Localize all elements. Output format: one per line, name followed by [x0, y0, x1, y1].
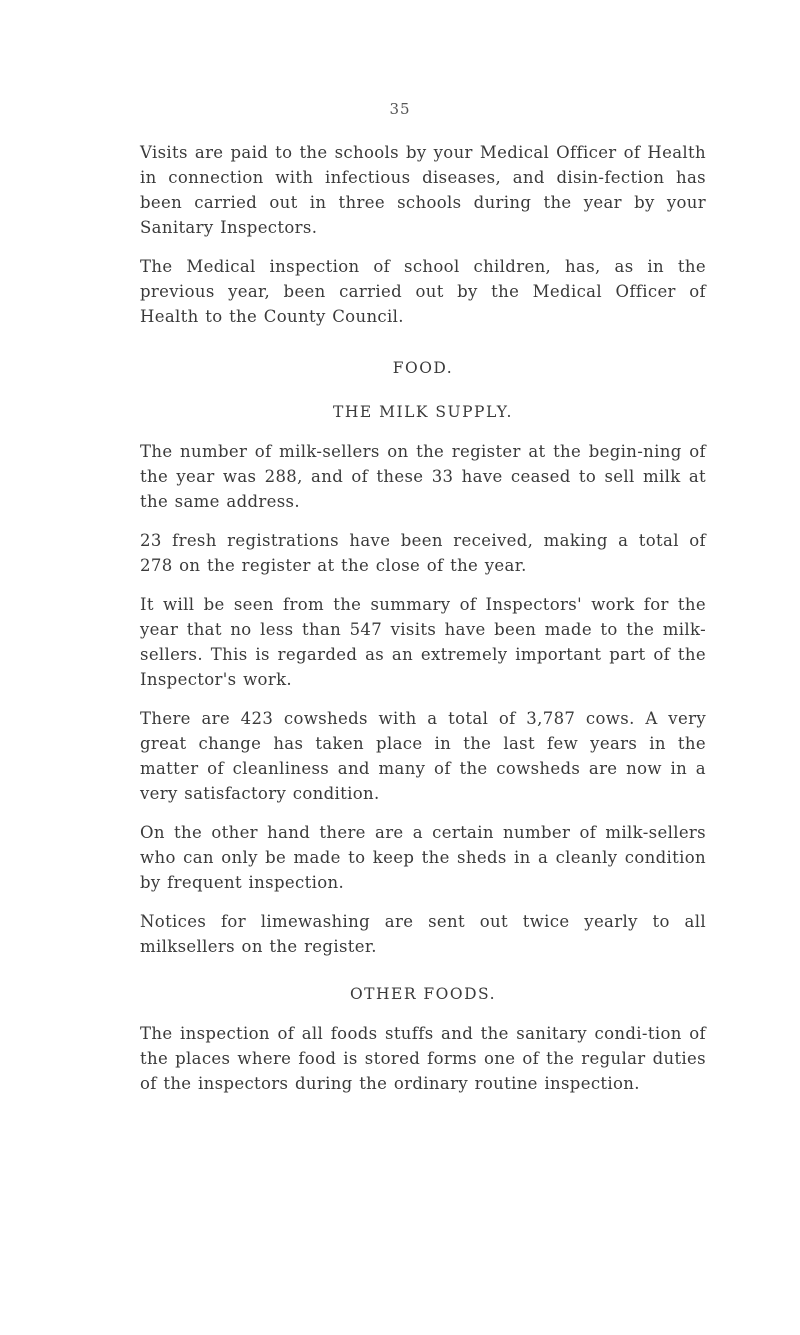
paragraph-inspector-visits: It will be seen from the summary of Inspectors' work for the year that no less than 547 visits have been made to the milk-sellers. This is regarded as an extremely important part of the Inspector's work. [140, 595, 706, 689]
paragraph-medical-inspection: The Medical inspection of school children, has, as in the previous year, been carried out by the Medical Officer of Health to the County Council. [140, 257, 706, 326]
paragraph-cowsheds: There are 423 cowsheds with a total of 3,787 cows. A very great change has taken place in the last few years in the matter of cleanliness and many of the cowsheds are now in a very satisfactory condition. [140, 709, 706, 803]
paragraph-food-inspection: The inspection of all foods stuffs and the sanitary condi-tion of the places where food is stored forms one of the regular duties of the inspectors during the ordinary routine inspection. [140, 1024, 706, 1093]
paragraph-frequent-inspection: On the other hand there are a certain number of milk-sellers who can only be made to keep the sheds in a cleanly condition by frequent inspection. [140, 823, 706, 892]
paragraph-limewashing-notices: Notices for limewashing are sent out twice yearly to all milksellers on the register. [140, 912, 706, 956]
page-body [140, 140, 706, 1110]
section-heading-food: FOOD. [392, 359, 454, 377]
section-heading-other-foods: OTHER FOODS. [349, 985, 497, 1003]
page-number: 35 [389, 100, 411, 118]
paragraph-fresh-registrations: 23 fresh registrations have been received, making a total of 278 on the register at the close of the year. [140, 531, 706, 575]
paragraph-school-visits: Visits are paid to the schools by your Medical Officer of Health in connection with infectious diseases, and disin-fection has been carried out in three schools during the year by your Sanitary Inspectors. [140, 143, 706, 237]
paragraph-milk-sellers-register: The number of milk-sellers on the register at the begin-ning of the year was 288, and of these 33 have ceased to sell milk at the same address. [140, 442, 706, 511]
section-heading-milk-supply: THE MILK SUPPLY. [333, 403, 513, 421]
